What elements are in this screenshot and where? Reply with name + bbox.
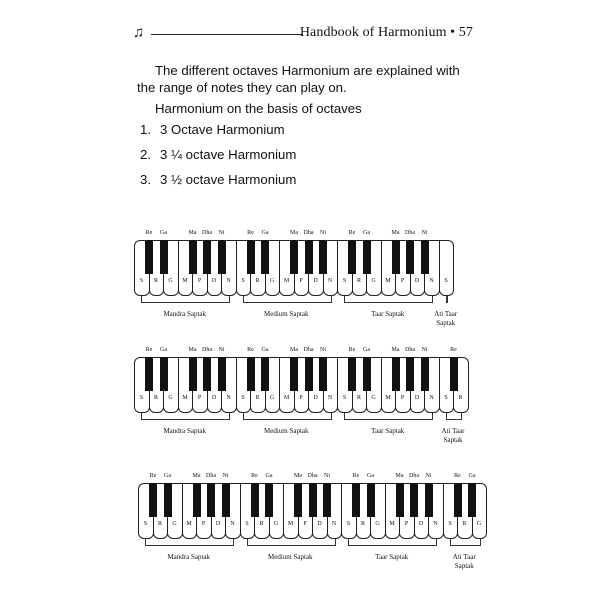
white-key-label: S — [444, 278, 448, 284]
white-key-label: M — [283, 278, 290, 284]
black-key-label: Ga — [160, 230, 167, 236]
black-key-label: Re — [450, 347, 457, 353]
black-key-label: Ni — [218, 230, 225, 236]
white-key-label: S — [342, 395, 347, 401]
black-key-label: Ma — [395, 473, 404, 479]
black-key-label: Ma — [391, 347, 400, 353]
black-key — [218, 240, 226, 274]
white-key-label: N — [226, 278, 231, 284]
white-key-label: D — [313, 278, 318, 284]
black-key — [421, 240, 429, 274]
white-key-label: G — [168, 395, 173, 401]
white-key-label: D — [211, 395, 217, 401]
black-key — [305, 240, 313, 274]
black-key-label: Ga — [367, 473, 374, 479]
white-key-label: D — [414, 395, 420, 401]
white-key-label: D — [211, 278, 217, 284]
white-key-label: M — [385, 395, 391, 401]
saptak-bracket — [247, 539, 336, 546]
saptak-label: Medium Saptak — [267, 553, 313, 561]
list-number: 3. — [140, 172, 151, 187]
black-key-label: Ni — [421, 347, 428, 353]
black-key — [290, 240, 298, 274]
black-key-label: Dha — [409, 473, 419, 479]
black-key — [410, 483, 418, 517]
black-key-label: Dha — [307, 473, 318, 479]
black-key — [247, 357, 255, 391]
white-key-label: N — [331, 521, 337, 527]
black-key — [454, 483, 462, 517]
white-key-label: S — [139, 395, 144, 401]
saptak-bracket — [344, 413, 433, 420]
black-key-label: Ga — [363, 347, 370, 353]
white-key-label: M — [389, 521, 395, 527]
black-key-label: Dha — [202, 347, 212, 353]
white-key-label: P — [303, 521, 307, 527]
intro-paragraph: The different octaves Harmonium are explained with the range of notes they can play on. — [137, 63, 460, 95]
black-key-label: Ni — [421, 230, 428, 236]
black-key — [425, 483, 433, 517]
white-key-label: P — [197, 395, 202, 401]
white-key-label: G — [371, 395, 376, 401]
white-key-label: S — [444, 395, 448, 401]
white-key-label: M — [182, 395, 188, 401]
black-key — [363, 240, 371, 274]
black-key-label: Ma — [290, 347, 298, 353]
saptak-label: Medium Saptak — [263, 427, 309, 435]
black-key — [251, 483, 259, 517]
white-key-label: G — [476, 521, 482, 527]
saptak-bracket — [145, 539, 234, 546]
white-key-label: G — [168, 278, 173, 284]
white-key-label: P — [197, 278, 202, 284]
list-text: 3 ¼ octave Harmonium — [160, 147, 297, 162]
list-number: 2. — [140, 147, 151, 162]
black-key-label: Re — [251, 473, 258, 479]
saptak-label: Mandra Saptak — [163, 310, 207, 318]
black-key-label: Ga — [261, 230, 269, 236]
black-key — [406, 240, 414, 274]
black-key-label: Ma — [192, 473, 201, 479]
saptak-label: Taar Saptak — [371, 427, 405, 435]
white-key-label: D — [317, 521, 322, 527]
white-key-label: S — [139, 278, 144, 284]
saptak-label: Ati Taar Saptak — [434, 310, 458, 327]
saptak-bracket — [344, 296, 433, 303]
black-key — [468, 483, 476, 517]
black-key-label: Re — [348, 347, 356, 353]
black-key — [193, 483, 201, 517]
subheading: Harmonium on the basis of octaves — [155, 101, 362, 116]
black-key-label: Re — [247, 347, 254, 353]
black-key-label: Ga — [363, 230, 370, 236]
black-key — [160, 357, 168, 391]
black-key — [421, 357, 429, 391]
white-key-label: R — [356, 278, 361, 284]
black-key-label: Ga — [160, 347, 167, 353]
white-key-label: M — [287, 521, 294, 527]
white-key-label: S — [342, 278, 347, 284]
saptak-label: Ati Taar Saptak — [452, 553, 476, 570]
white-key-label: R — [153, 278, 158, 284]
saptak-label: Mandra Saptak — [163, 427, 207, 435]
list-text: 3 ½ octave Harmonium — [160, 172, 297, 187]
list-item — [140, 146, 475, 163]
white-key-label: S — [346, 521, 351, 527]
black-key-label: Ni — [320, 230, 326, 236]
black-key-label: Ni — [222, 473, 229, 479]
black-key — [203, 357, 211, 391]
white-key-label: R — [255, 395, 260, 401]
white-key-label: G — [371, 278, 376, 284]
black-key — [189, 357, 197, 391]
black-key-label: Dha — [405, 347, 415, 353]
black-key-label: Re — [454, 473, 461, 479]
saptak-bracket — [141, 413, 230, 420]
black-key-label: Re — [348, 230, 356, 236]
white-key-label: R — [462, 521, 467, 527]
white-key-label: S — [245, 521, 249, 527]
white-key-label: P — [299, 395, 303, 401]
black-key-label: Dha — [405, 230, 415, 236]
black-key-label: Ni — [320, 347, 326, 353]
white-key-label: M — [283, 395, 290, 401]
black-key-label: Dha — [202, 230, 212, 236]
black-key — [247, 240, 255, 274]
black-key — [290, 357, 298, 391]
white-key-label: G — [269, 278, 275, 284]
black-key — [265, 483, 273, 517]
black-key — [352, 483, 360, 517]
list-text: 3 Octave Harmonium — [160, 122, 285, 137]
white-key-label: S — [241, 395, 245, 401]
page-title: Handbook of Harmonium • 57 — [299, 25, 473, 40]
white-key-label: G — [172, 521, 177, 527]
white-key-label: P — [400, 395, 405, 401]
music-note-icon: ♫ — [133, 25, 145, 41]
black-key-label: Re — [352, 473, 360, 479]
black-key — [323, 483, 331, 517]
white-key-label: N — [230, 521, 235, 527]
black-key — [367, 483, 375, 517]
white-key-label: N — [433, 521, 438, 527]
saptak-bracket — [446, 296, 448, 303]
black-key-label: Ga — [468, 473, 476, 479]
black-key — [450, 357, 458, 391]
black-key — [392, 357, 400, 391]
white-key-label: R — [259, 521, 264, 527]
saptak-bracket — [348, 539, 437, 546]
page-header — [133, 24, 473, 44]
header-rule — [151, 34, 303, 35]
black-key-label: Ma — [391, 230, 400, 236]
black-key-label: Ga — [164, 473, 171, 479]
saptak-bracket — [243, 296, 332, 303]
white-key-label: S — [448, 521, 452, 527]
black-key-label: Dha — [303, 230, 314, 236]
black-key — [203, 240, 211, 274]
white-key-label: R — [153, 395, 158, 401]
black-key-label: Ga — [265, 473, 273, 479]
white-key-label: R — [157, 521, 162, 527]
black-key — [348, 240, 356, 274]
black-key-label: Ma — [294, 473, 302, 479]
white-key-label: R — [255, 278, 260, 284]
black-key — [145, 357, 153, 391]
black-key — [392, 240, 400, 274]
white-key-label: D — [418, 521, 424, 527]
black-key — [319, 240, 327, 274]
black-key-label: Ni — [425, 473, 432, 479]
black-key — [207, 483, 215, 517]
black-key-label: Ga — [261, 347, 269, 353]
white-key-label: G — [269, 395, 275, 401]
white-key-label: D — [215, 521, 221, 527]
black-key — [406, 357, 414, 391]
saptak-bracket — [446, 413, 463, 420]
white-key — [439, 240, 455, 296]
black-key-label: Dha — [206, 473, 216, 479]
black-key-label: Ni — [218, 347, 225, 353]
black-key — [309, 483, 317, 517]
white-key-label: N — [327, 278, 333, 284]
white-key-label: N — [226, 395, 231, 401]
black-key — [149, 483, 157, 517]
black-key-label: Re — [145, 230, 153, 236]
black-key — [305, 357, 313, 391]
white-key-label: D — [414, 278, 420, 284]
black-key — [348, 357, 356, 391]
white-key-label: P — [201, 521, 206, 527]
saptak-label: Mandra Saptak — [167, 553, 211, 561]
white-key-label: D — [313, 395, 318, 401]
white-key-label: N — [429, 395, 434, 401]
black-key-label: Dha — [303, 347, 314, 353]
black-key-label: Ma — [290, 230, 298, 236]
white-key-label: P — [299, 278, 303, 284]
white-key-label: G — [375, 521, 380, 527]
saptak-bracket — [243, 413, 332, 420]
saptak-label: Medium Saptak — [263, 310, 309, 318]
black-key — [261, 240, 269, 274]
black-key-label: Re — [247, 230, 254, 236]
white-key-label: N — [327, 395, 333, 401]
black-key — [363, 357, 371, 391]
white-key-label: M — [182, 278, 188, 284]
black-key — [189, 240, 197, 274]
saptak-label: Taar Saptak — [371, 310, 405, 318]
white-key-label: M — [385, 278, 391, 284]
white-key-label: R — [458, 395, 463, 401]
saptak-bracket — [450, 539, 481, 546]
white-key-label: R — [356, 395, 361, 401]
black-key — [145, 240, 153, 274]
white-key-label: N — [429, 278, 434, 284]
black-key-label: Re — [149, 473, 157, 479]
saptak-bracket — [141, 296, 230, 303]
white-key-label: M — [186, 521, 192, 527]
black-key — [319, 357, 327, 391]
black-key-label: Ma — [188, 347, 197, 353]
black-key — [164, 483, 172, 517]
list-number: 1. — [140, 122, 151, 137]
black-key — [294, 483, 302, 517]
black-key — [218, 357, 226, 391]
saptak-label: Ati Taar Saptak — [441, 427, 465, 444]
list-item — [140, 121, 475, 138]
white-key-label: P — [404, 521, 409, 527]
black-key-label: Ni — [324, 473, 330, 479]
white-key-label: S — [143, 521, 148, 527]
list-item — [140, 171, 475, 188]
black-key — [160, 240, 168, 274]
white-key-label: G — [273, 521, 279, 527]
white-key-label: R — [360, 521, 365, 527]
black-key — [396, 483, 404, 517]
saptak-label: Taar Saptak — [375, 553, 409, 561]
black-key-label: Ma — [188, 230, 197, 236]
white-key-label: S — [241, 278, 245, 284]
white-key-label: P — [400, 278, 405, 284]
black-key-label: Re — [145, 347, 153, 353]
black-key — [261, 357, 269, 391]
black-key — [222, 483, 230, 517]
